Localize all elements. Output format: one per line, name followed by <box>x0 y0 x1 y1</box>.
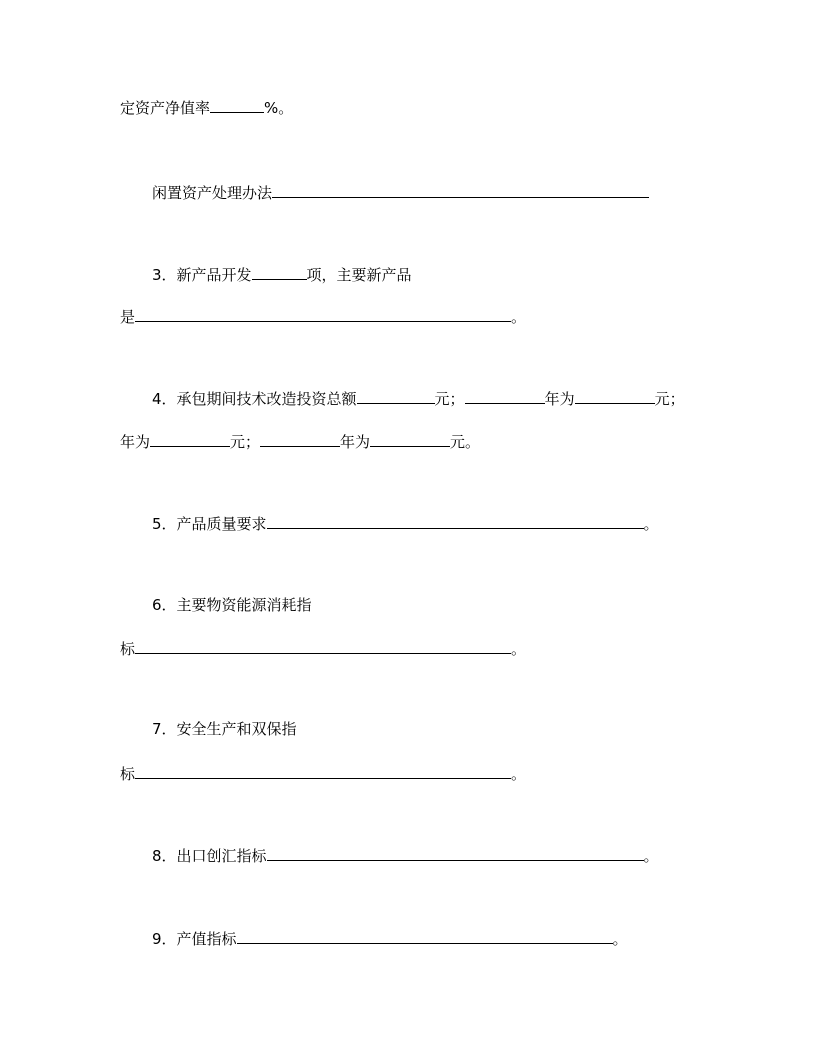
suffix-percent: %。 <box>264 99 294 117</box>
line-tech-investment <box>152 386 685 408</box>
blank-export[interactable] <box>267 843 644 861</box>
line-export <box>152 843 659 865</box>
label-idle-assets: 闲置资产处理办法 <box>152 184 273 202</box>
line-new-products-detail <box>120 304 526 326</box>
unit-yuan: 元； <box>654 390 685 408</box>
label-main-new-products: 项，主要新产品 <box>306 266 412 284</box>
label-quality: 5．产品质量要求 <box>152 515 267 533</box>
blank-output-value[interactable] <box>237 926 613 944</box>
label-energy: 6．主要物资能源消耗指 <box>152 596 312 614</box>
unit-yuan: 元。 <box>450 433 481 451</box>
blank-main-new-products[interactable] <box>135 304 511 322</box>
unit-yuan: 元； <box>434 390 465 408</box>
label-tech-investment: 4．承包期间技术改造投资总额 <box>152 390 357 408</box>
suffix-period: 。 <box>643 847 659 865</box>
line-output-value <box>152 926 628 948</box>
label-fixed-asset-net-value: 定资产净值率 <box>120 99 211 117</box>
blank-idle-assets[interactable] <box>272 180 649 198</box>
blank-total-investment[interactable] <box>357 386 435 404</box>
label-indicator: 标 <box>120 640 136 658</box>
suffix-period: 。 <box>511 640 527 658</box>
blank-year-1[interactable] <box>465 386 545 404</box>
suffix-period: 。 <box>643 515 659 533</box>
blank-amount-3[interactable] <box>370 429 450 447</box>
label-export: 8．出口创汇指标 <box>152 847 267 865</box>
line-safety-detail <box>120 761 526 783</box>
suffix-period: 。 <box>511 765 527 783</box>
blank-new-product-count[interactable] <box>252 262 307 280</box>
line-quality <box>152 511 659 533</box>
blank-safety[interactable] <box>135 761 511 779</box>
label-indicator: 标 <box>120 765 136 783</box>
blank-amount-1[interactable] <box>575 386 655 404</box>
line-new-products <box>152 262 412 284</box>
line-energy-detail <box>120 636 526 658</box>
blank-quality[interactable] <box>267 511 644 529</box>
line-fixed-asset-net-value <box>120 95 293 117</box>
unit-yuan: 元； <box>230 433 261 451</box>
suffix-period: 。 <box>511 308 527 326</box>
blank-energy[interactable] <box>135 636 511 654</box>
label-new-products: 3．新产品开发 <box>152 266 252 284</box>
line-energy <box>152 594 312 616</box>
label-safety: 7．安全生产和双保指 <box>152 720 297 738</box>
label-year-is: 年为 <box>120 433 151 451</box>
line-safety <box>152 718 297 740</box>
label-is: 是 <box>120 308 136 326</box>
line-tech-investment-cont <box>120 429 480 451</box>
suffix-period: 。 <box>612 930 628 948</box>
blank-net-value-rate[interactable] <box>210 95 264 113</box>
label-year-is: 年为 <box>544 390 575 408</box>
label-output-value: 9．产值指标 <box>152 930 237 948</box>
blank-year-3[interactable] <box>260 429 340 447</box>
label-year-is: 年为 <box>340 433 371 451</box>
blank-amount-2[interactable] <box>150 429 230 447</box>
line-idle-assets <box>152 180 649 202</box>
